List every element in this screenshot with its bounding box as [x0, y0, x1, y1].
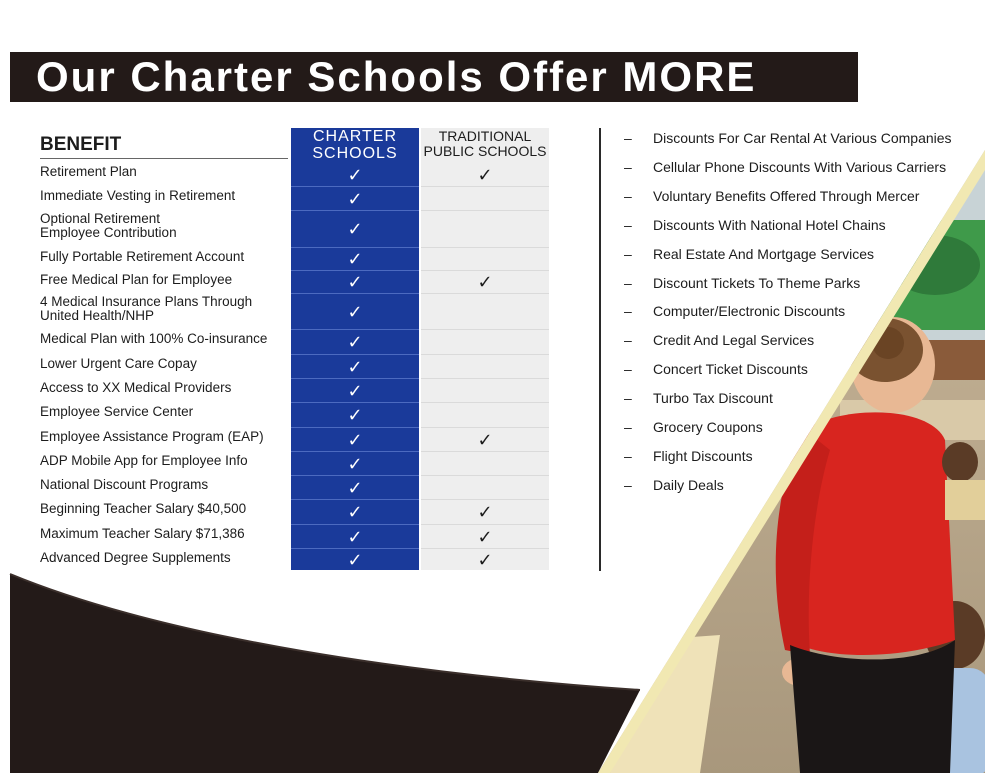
- vertical-divider: [599, 128, 601, 571]
- dash-bullet: –: [624, 130, 632, 146]
- traditional-header-line-1: TRADITIONAL: [438, 128, 532, 144]
- charter-header-line-1: CHARTER: [312, 128, 398, 145]
- traditional-schools-header: [421, 129, 549, 158]
- discount-label: Discount Tickets To Theme Parks: [653, 274, 861, 291]
- charter-check-icon: ✓: [347, 502, 363, 522]
- traditional-check-icon: ✓: [477, 549, 493, 570]
- benefit-label: Fully Portable Retirement Account: [40, 249, 245, 264]
- benefit-label: Immediate Vesting in Retirement: [40, 188, 236, 203]
- row-separator: [291, 451, 549, 452]
- discount-label: Daily Deals: [653, 476, 724, 493]
- discount-item: [624, 275, 860, 291]
- benefit-label: National Discount Programs: [40, 477, 209, 492]
- charter-check-icon: ✓: [347, 219, 363, 239]
- discount-item: [624, 246, 874, 262]
- row-separator: [291, 293, 549, 294]
- charter-check-icon: ✓: [347, 549, 363, 570]
- discount-item: [624, 303, 845, 319]
- discount-item: [624, 217, 886, 233]
- benefit-label: Optional Retirement Employee Contribution: [40, 211, 177, 240]
- discount-label: Computer/Electronic Discounts: [653, 303, 846, 320]
- benefit-label: Maximum Teacher Salary $71,386: [40, 526, 245, 541]
- discount-label: Voluntary Benefits Offered Through Mercer: [653, 187, 920, 204]
- discount-item: [624, 419, 763, 435]
- discount-label: Credit And Legal Services: [653, 332, 815, 349]
- row-separator: [291, 499, 549, 500]
- discount-label: Discounts For Car Rental At Various Companies: [653, 130, 952, 146]
- row-separator: [291, 186, 549, 187]
- dash-bullet: –: [624, 187, 632, 204]
- charter-check-icon: ✓: [347, 272, 363, 292]
- benefit-label: Retirement Plan: [40, 164, 137, 179]
- benefit-label: 4 Medical Insurance Plans Through United Health/NHP: [40, 294, 253, 323]
- dash-bullet: –: [624, 158, 632, 175]
- row-separator: [291, 524, 549, 525]
- benefit-label: Employee Service Center: [40, 404, 194, 419]
- benefit-label: Medical Plan with 100% Co-insurance: [40, 331, 268, 346]
- benefit-label: Advanced Degree Supplements: [40, 550, 231, 565]
- discount-label: Turbo Tax Discount: [653, 390, 773, 407]
- discount-label: Discounts With National Hotel Chains: [653, 216, 886, 233]
- benefit-label: ADP Mobile App for Employee Info: [40, 453, 248, 468]
- discount-item: [624, 448, 753, 464]
- charter-check-icon: ✓: [347, 453, 363, 474]
- dash-bullet: –: [624, 216, 632, 233]
- row-separator: [291, 354, 549, 355]
- discount-item: [624, 159, 946, 175]
- dash-bullet: –: [624, 245, 632, 262]
- discount-label: Flight Discounts: [653, 447, 753, 464]
- benefit-label: Employee Assistance Program (EAP): [40, 429, 264, 444]
- charter-check-icon: ✓: [347, 477, 363, 498]
- traditional-header-line-2: PUBLIC SCHOOLS: [423, 142, 547, 159]
- row-separator: [291, 378, 549, 379]
- discount-item: [624, 477, 724, 493]
- discount-item: [624, 130, 952, 146]
- dash-bullet: –: [624, 303, 632, 320]
- traditional-check-icon: ✓: [477, 526, 493, 547]
- row-separator: [291, 270, 549, 271]
- row-separator: [291, 210, 549, 211]
- benefit-label: Lower Urgent Care Copay: [40, 356, 197, 371]
- dash-bullet: –: [624, 419, 632, 435]
- dash-bullet: –: [624, 332, 632, 349]
- discount-item: [624, 188, 919, 204]
- discount-label: Real Estate And Mortgage Services: [653, 245, 875, 262]
- traditional-check-icon: ✓: [477, 272, 493, 292]
- discount-label: Grocery Coupons: [653, 419, 763, 435]
- discount-item: [624, 332, 814, 348]
- discount-label: Cellular Phone Discounts With Various Carriers: [653, 158, 947, 175]
- page-title: Our Charter Schools Offer MORE: [36, 53, 757, 100]
- charter-check-icon: ✓: [347, 405, 363, 425]
- charter-check-icon: ✓: [347, 164, 363, 185]
- charter-check-icon: ✓: [347, 356, 363, 377]
- discount-item: [624, 361, 808, 377]
- charter-check-icon: ✓: [347, 249, 363, 269]
- charter-check-icon: ✓: [347, 301, 363, 322]
- row-separator: [291, 548, 549, 549]
- header-divider: [40, 158, 288, 159]
- charter-check-icon: ✓: [347, 380, 363, 401]
- dash-bullet: –: [624, 447, 632, 464]
- charter-check-icon: ✓: [347, 526, 363, 547]
- dash-bullet: –: [624, 361, 632, 378]
- benefit-label: Access to XX Medical Providers: [40, 380, 232, 395]
- charter-check-icon: ✓: [347, 332, 363, 352]
- discount-item: [624, 390, 773, 406]
- dash-bullet: –: [624, 476, 632, 493]
- row-separator: [291, 329, 549, 330]
- charter-header-line-2: SCHOOLS: [312, 144, 398, 162]
- row-separator: [291, 427, 549, 428]
- discount-label: Concert Ticket Discounts: [653, 361, 808, 378]
- charter-check-icon: ✓: [347, 188, 363, 209]
- dark-swoosh-shape: [10, 574, 640, 773]
- row-separator: [291, 247, 549, 248]
- dash-bullet: –: [624, 274, 632, 291]
- row-separator: [291, 402, 549, 403]
- row-separator: [291, 475, 549, 476]
- benefit-column-header: BENEFIT: [40, 134, 122, 155]
- dash-bullet: –: [624, 390, 632, 407]
- traditional-check-icon: ✓: [477, 502, 493, 522]
- charter-check-icon: ✓: [347, 429, 363, 450]
- charter-schools-header: [291, 129, 419, 163]
- traditional-check-icon: ✓: [477, 429, 493, 450]
- traditional-check-icon: ✓: [477, 164, 493, 185]
- benefit-label: Beginning Teacher Salary $40,500: [40, 501, 247, 516]
- benefit-label: Free Medical Plan for Employee: [40, 272, 233, 287]
